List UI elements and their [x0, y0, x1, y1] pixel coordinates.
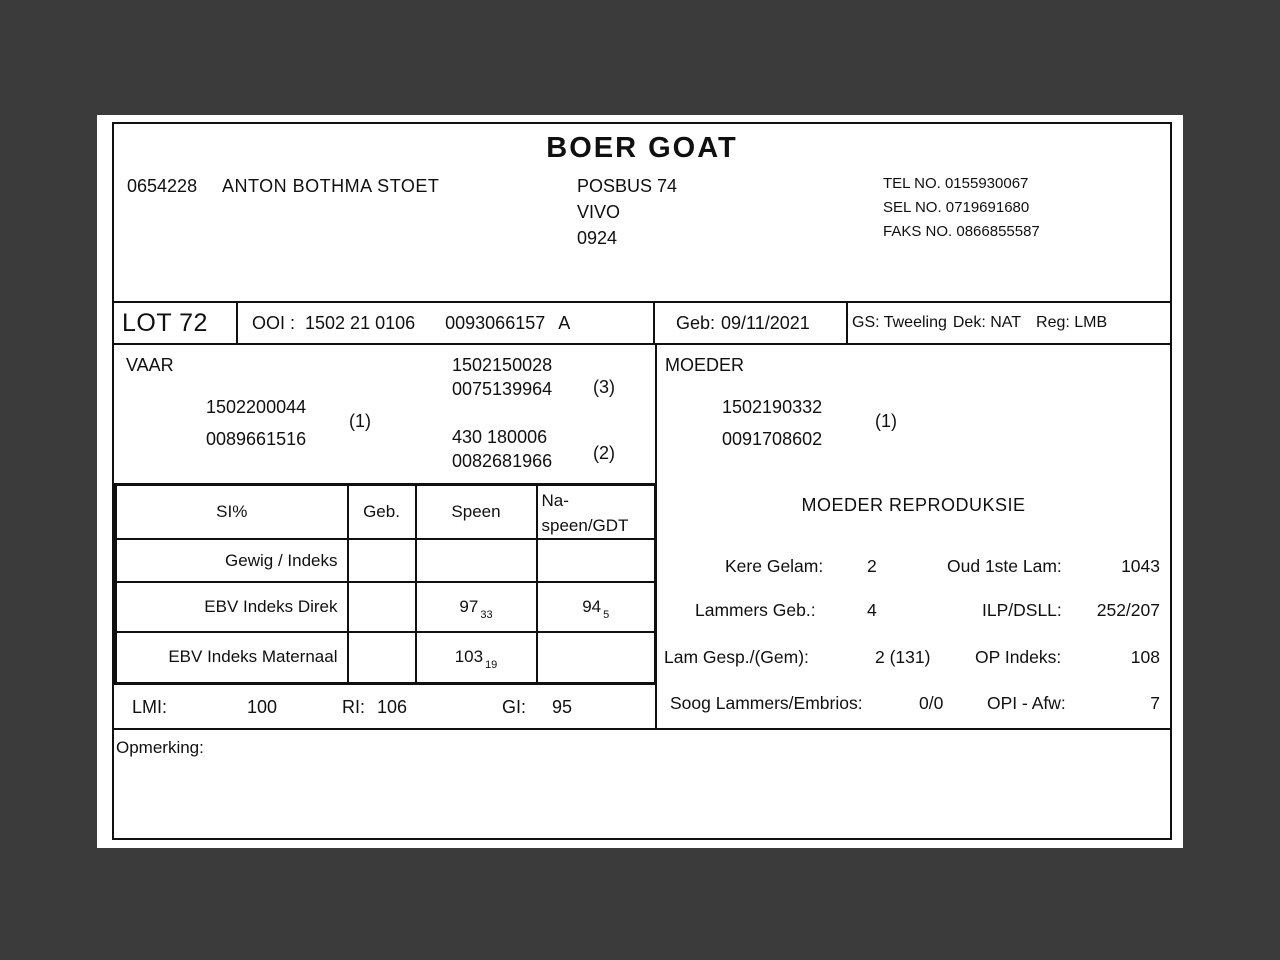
geb-date: 09/11/2021 — [721, 312, 810, 333]
page-title: BOER GOAT — [546, 132, 738, 164]
col-header-speen: Speen — [416, 485, 537, 540]
index-summary-row — [114, 685, 657, 729]
ebv-table — [114, 483, 657, 685]
row-label-gewig: Gewig / Indeks — [116, 539, 348, 582]
address-line-1: POSBUS 74 — [577, 176, 678, 196]
sire-granddam-id1: 430 180006 — [452, 427, 548, 447]
reproduction-title: MOEDER REPRODUKSIE — [801, 495, 1026, 515]
geb-label: Geb: — [676, 312, 716, 333]
ooi-registration: 0093066157 — [445, 312, 546, 333]
row-label-ebv-maternaal: EBV Indeks Maternaal — [116, 632, 348, 683]
oud-1ste-lam-label: Oud 1ste Lam: — [947, 556, 1062, 576]
catalog-card — [97, 115, 1183, 848]
remarks-section — [114, 730, 1170, 838]
col-header-si: SI% — [116, 485, 348, 540]
col-header-naspeen-line2: speen/GDT — [541, 516, 629, 535]
birthdate-cell — [655, 303, 848, 343]
ooi-label: OOI : — [252, 312, 296, 333]
ilp-dsll-label: ILP/DSLL: — [982, 600, 1062, 620]
repro-row-soog-lammers — [657, 693, 1170, 717]
gi-value: 95 — [552, 696, 573, 717]
member-number: 0654228 — [127, 176, 198, 196]
lam-gesp-label: Lam Gesp./(Gem): — [664, 647, 809, 667]
lammers-geb-label: Lammers Geb.: — [695, 600, 816, 620]
dek-value: Dek: NAT — [952, 314, 1022, 331]
ooi-id: 1502 21 0106 — [305, 312, 416, 333]
gewig-geb — [348, 539, 416, 582]
value: 103 — [454, 647, 484, 667]
col-header-naspeen-line1: Na- — [541, 491, 569, 510]
accuracy-subscript: 19 — [485, 659, 498, 672]
moeder-label: MOEDER — [665, 355, 745, 375]
direk-naspeen — [537, 582, 656, 632]
repro-row-lam-gesp — [657, 647, 1170, 671]
sire-grandsire-id1: 1502150028 — [452, 355, 553, 375]
ri-label: RI: — [342, 696, 366, 717]
gewig-speen — [416, 539, 537, 582]
sire-granddam-note: (2) — [593, 443, 615, 463]
row-label-ebv-direk: EBV Indeks Direk — [116, 582, 348, 632]
oud-1ste-lam-value: 1043 — [1121, 556, 1160, 576]
address-line-3: 0924 — [577, 228, 618, 248]
accuracy-subscript: 33 — [480, 609, 493, 621]
stud-name: ANTON BOTHMA STOET — [222, 176, 440, 196]
dam-note: (1) — [875, 411, 897, 431]
ooi-cell — [238, 303, 655, 343]
gs-value: GS: Tweeling — [852, 314, 947, 331]
address-line-2: VIVO — [577, 202, 621, 222]
ilp-dsll-value: 252/207 — [1096, 600, 1160, 620]
ooi-suffix: A — [558, 312, 571, 333]
repro-row-lammers-geb — [657, 600, 1170, 624]
vaar-label: VAAR — [126, 355, 174, 375]
kere-gelam-value: 2 — [867, 556, 877, 576]
sire-grandsire-note: (3) — [593, 377, 615, 397]
opi-afw-value: 7 — [1150, 693, 1160, 713]
opi-afw-label: OPI - Afw: — [987, 693, 1066, 713]
indices-section — [114, 483, 1170, 730]
lam-gesp-value: 2 (131) — [875, 647, 931, 667]
cell-number: SEL NO. 0719691680 — [883, 199, 1030, 216]
reproduction-panel — [657, 483, 1170, 728]
value: 97 — [459, 597, 479, 616]
ri-value: 106 — [377, 696, 408, 717]
value: 94 — [582, 597, 602, 616]
lot-row — [114, 303, 1170, 345]
gewig-naspeen — [537, 539, 656, 582]
dam-id1: 1502190332 — [722, 397, 823, 417]
lmi-value: 100 — [247, 696, 278, 717]
header-section — [114, 124, 1170, 303]
soog-lammers-value: 0/0 — [919, 693, 944, 713]
op-indeks-label: OP Indeks: — [975, 647, 1062, 667]
maternaal-speen — [416, 632, 537, 683]
tel-number: TEL NO. 0155930067 — [883, 175, 1029, 192]
ebv-header-row — [116, 485, 656, 540]
gs-cell — [848, 303, 1170, 343]
fax-number: FAKS NO. 0866855587 — [883, 223, 1040, 240]
remarks-label: Opmerking: — [116, 738, 204, 757]
col-header-geb: Geb. — [348, 485, 416, 540]
lammers-geb-value: 4 — [867, 600, 877, 620]
sire-pedigree — [114, 345, 657, 483]
lot-number: LOT 72 — [114, 303, 238, 343]
dam-id2: 0091708602 — [722, 429, 823, 449]
table-row — [116, 582, 656, 632]
dam-pedigree — [657, 345, 1170, 483]
catalog-sheet — [112, 122, 1172, 840]
table-row — [116, 632, 656, 683]
reg-value: Reg: LMB — [1036, 314, 1108, 331]
pedigree-section — [114, 345, 1170, 483]
gi-label: GI: — [502, 696, 527, 717]
ebv-panel — [114, 483, 657, 728]
accuracy-subscript: 5 — [603, 609, 610, 621]
sire-granddam-id2: 0082681966 — [452, 451, 553, 471]
maternaal-geb — [348, 632, 416, 683]
sire-id1: 1502200044 — [206, 397, 307, 417]
sire-id2: 0089661516 — [206, 429, 307, 449]
maternaal-naspeen — [537, 632, 656, 683]
sire-grandsire-id2: 0075139964 — [452, 379, 553, 399]
op-indeks-value: 108 — [1130, 647, 1160, 667]
soog-lammers-label: Soog Lammers/Embrios: — [670, 693, 863, 713]
col-header-naspeen — [537, 485, 656, 540]
kere-gelam-label: Kere Gelam: — [725, 556, 824, 576]
repro-row-kere-gelam — [657, 556, 1170, 580]
direk-geb — [348, 582, 416, 632]
table-row — [116, 539, 656, 582]
sire-note: (1) — [349, 411, 371, 431]
direk-speen — [416, 582, 537, 632]
lmi-label: LMI: — [132, 696, 168, 717]
